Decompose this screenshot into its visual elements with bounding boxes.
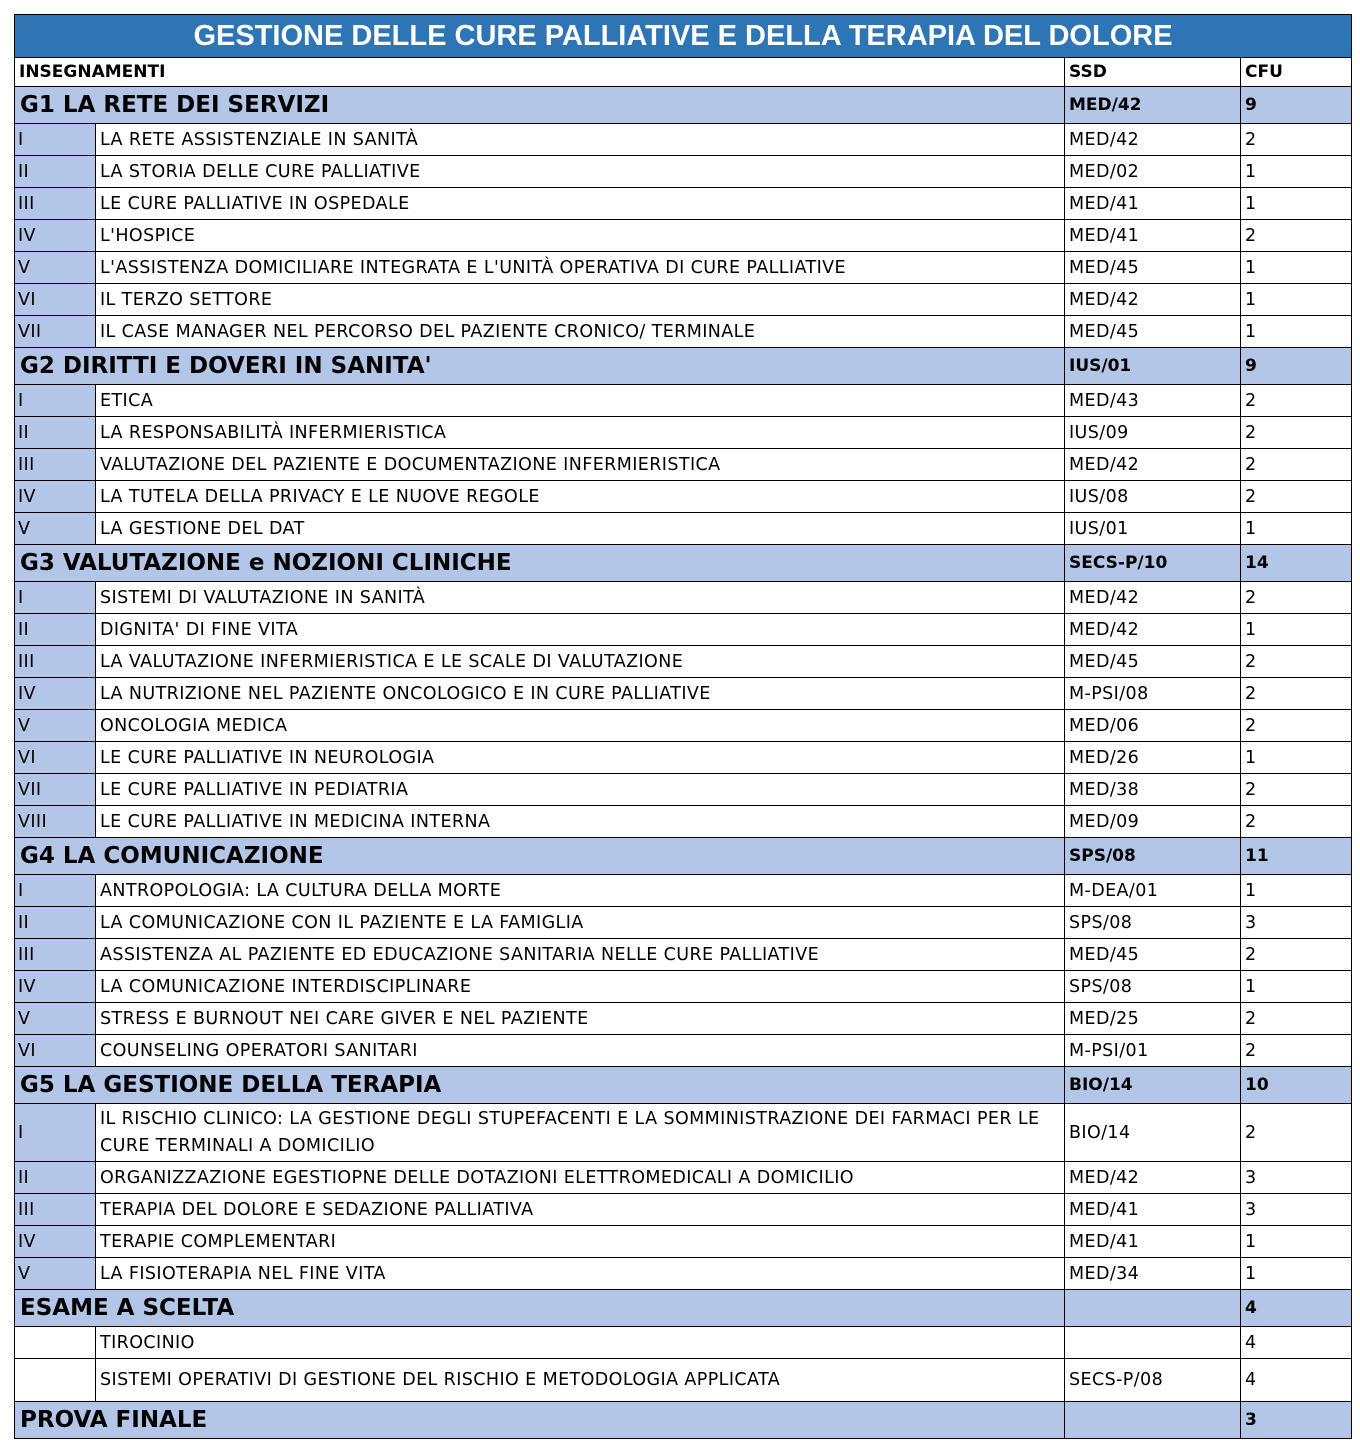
course-cfu: 4 xyxy=(1241,1327,1352,1359)
course-number: I xyxy=(15,582,96,614)
course-ssd: MED/09 xyxy=(1065,806,1241,838)
course-name: LA FISIOTERAPIA NEL FINE VITA xyxy=(96,1258,1065,1290)
table-row xyxy=(15,875,1352,907)
course-name: DIGNITA' DI FINE VITA xyxy=(96,614,1065,646)
course-ssd: MED/45 xyxy=(1065,939,1241,971)
header-insegnamenti: INSEGNAMENTI xyxy=(15,58,1065,87)
table-row xyxy=(15,220,1352,252)
group-title: G3 VALUTAZIONE e NOZIONI CLINICHE xyxy=(15,545,1065,582)
course-number: I xyxy=(15,124,96,156)
group-cfu: 3 xyxy=(1241,1402,1352,1439)
course-ssd: MED/45 xyxy=(1065,252,1241,284)
course-name: TERAPIA DEL DOLORE E SEDAZIONE PALLIATIVA xyxy=(96,1194,1065,1226)
course-cfu: 2 xyxy=(1241,678,1352,710)
table-row xyxy=(15,1104,1352,1162)
course-number: VII xyxy=(15,774,96,806)
course-name: ONCOLOGIA MEDICA xyxy=(96,710,1065,742)
group-title: G1 LA RETE DEI SERVIZI xyxy=(15,87,1065,124)
table-row xyxy=(15,124,1352,156)
course-cfu: 2 xyxy=(1241,1003,1352,1035)
header-ssd: SSD xyxy=(1065,58,1241,87)
course-name: IL RISCHIO CLINICO: LA GESTIONE DEGLI STUPEFACENTI E LA SOMMINISTRAZIONE DEI FARMACI PER LE CURE TERMINALI A DOMICILIO xyxy=(96,1104,1065,1162)
table-row xyxy=(15,156,1352,188)
course-ssd: MED/26 xyxy=(1065,742,1241,774)
course-ssd: SPS/08 xyxy=(1065,907,1241,939)
course-name: LE CURE PALLIATIVE IN PEDIATRIA xyxy=(96,774,1065,806)
course-cfu: 2 xyxy=(1241,1035,1352,1067)
course-ssd: MED/06 xyxy=(1065,710,1241,742)
course-number: III xyxy=(15,188,96,220)
group-row xyxy=(15,348,1352,385)
course-name: ANTROPOLOGIA: LA CULTURA DELLA MORTE xyxy=(96,875,1065,907)
course-number: I xyxy=(15,875,96,907)
group-row xyxy=(15,1067,1352,1104)
course-name: LE CURE PALLIATIVE IN NEUROLOGIA xyxy=(96,742,1065,774)
table-row xyxy=(15,1327,1352,1359)
course-cfu: 1 xyxy=(1241,1226,1352,1258)
course-ssd: MED/42 xyxy=(1065,1162,1241,1194)
course-number: V xyxy=(15,513,96,545)
course-cfu: 1 xyxy=(1241,1258,1352,1290)
course-ssd: MED/34 xyxy=(1065,1258,1241,1290)
course-name: SISTEMI OPERATIVI DI GESTIONE DEL RISCHIO E METODOLOGIA APPLICATA xyxy=(96,1359,1065,1402)
course-name: LA VALUTAZIONE INFERMIERISTICA E LE SCALE DI VALUTAZIONE xyxy=(96,646,1065,678)
course-ssd xyxy=(1065,1327,1241,1359)
course-number: II xyxy=(15,1162,96,1194)
course-cfu: 2 xyxy=(1241,385,1352,417)
course-name: COUNSELING OPERATORI SANITARI xyxy=(96,1035,1065,1067)
course-number: IV xyxy=(15,481,96,513)
course-cfu: 2 xyxy=(1241,124,1352,156)
course-cfu: 2 xyxy=(1241,646,1352,678)
course-number: IV xyxy=(15,971,96,1003)
course-cfu: 1 xyxy=(1241,188,1352,220)
course-name: LE CURE PALLIATIVE IN OSPEDALE xyxy=(96,188,1065,220)
course-cfu: 1 xyxy=(1241,156,1352,188)
course-cfu: 1 xyxy=(1241,252,1352,284)
course-number: I xyxy=(15,385,96,417)
course-ssd: MED/42 xyxy=(1065,582,1241,614)
course-cfu: 1 xyxy=(1241,513,1352,545)
table-row xyxy=(15,582,1352,614)
table-body xyxy=(15,15,1352,1439)
course-cfu: 3 xyxy=(1241,907,1352,939)
group-row xyxy=(15,1290,1352,1327)
group-title: G2 DIRITTI E DOVERI IN SANITA' xyxy=(15,348,1065,385)
course-ssd: IUS/09 xyxy=(1065,417,1241,449)
course-ssd: MED/41 xyxy=(1065,188,1241,220)
course-number: II xyxy=(15,156,96,188)
course-number: VI xyxy=(15,1035,96,1067)
course-cfu: 2 xyxy=(1241,481,1352,513)
table-row xyxy=(15,710,1352,742)
course-ssd: SECS-P/08 xyxy=(1065,1359,1241,1402)
course-number: III xyxy=(15,449,96,481)
course-ssd: MED/41 xyxy=(1065,1194,1241,1226)
title-row xyxy=(15,15,1352,58)
course-name: LA COMUNICAZIONE INTERDISCIPLINARE xyxy=(96,971,1065,1003)
table-row xyxy=(15,1194,1352,1226)
course-ssd: MED/42 xyxy=(1065,284,1241,316)
group-row xyxy=(15,838,1352,875)
course-cfu: 1 xyxy=(1241,742,1352,774)
course-name: L'ASSISTENZA DOMICILIARE INTEGRATA E L'UNITÀ OPERATIVA DI CURE PALLIATIVE xyxy=(96,252,1065,284)
course-name: TIROCINIO xyxy=(96,1327,1065,1359)
table-row xyxy=(15,907,1352,939)
course-ssd: M-PSI/08 xyxy=(1065,678,1241,710)
table-row xyxy=(15,939,1352,971)
group-row xyxy=(15,1402,1352,1439)
course-ssd: M-DEA/01 xyxy=(1065,875,1241,907)
course-name: LA RESPONSABILITÀ INFERMIERISTICA xyxy=(96,417,1065,449)
course-name: ASSISTENZA AL PAZIENTE ED EDUCAZIONE SANITARIA NELLE CURE PALLIATIVE xyxy=(96,939,1065,971)
group-ssd xyxy=(1065,1402,1241,1439)
course-name: STRESS E BURNOUT NEI CARE GIVER E NEL PAZIENTE xyxy=(96,1003,1065,1035)
course-ssd: MED/41 xyxy=(1065,220,1241,252)
group-ssd xyxy=(1065,1290,1241,1327)
course-cfu: 2 xyxy=(1241,806,1352,838)
group-ssd: IUS/01 xyxy=(1065,348,1241,385)
course-cfu: 4 xyxy=(1241,1359,1352,1402)
table-row xyxy=(15,1226,1352,1258)
course-number: II xyxy=(15,907,96,939)
course-number: VI xyxy=(15,284,96,316)
page-title: GESTIONE DELLE CURE PALLIATIVE E DELLA TERAPIA DEL DOLORE xyxy=(15,15,1352,58)
course-number: IV xyxy=(15,1226,96,1258)
course-name: TERAPIE COMPLEMENTARI xyxy=(96,1226,1065,1258)
course-cfu: 3 xyxy=(1241,1162,1352,1194)
course-cfu: 1 xyxy=(1241,614,1352,646)
table-row xyxy=(15,481,1352,513)
course-number: IV xyxy=(15,220,96,252)
group-title: G4 LA COMUNICAZIONE xyxy=(15,838,1065,875)
course-name: IL TERZO SETTORE xyxy=(96,284,1065,316)
table-row xyxy=(15,417,1352,449)
course-ssd: MED/38 xyxy=(1065,774,1241,806)
course-ssd: MED/45 xyxy=(1065,646,1241,678)
header-cfu: CFU xyxy=(1241,58,1352,87)
group-ssd: MED/42 xyxy=(1065,87,1241,124)
course-ssd: MED/42 xyxy=(1065,449,1241,481)
group-cfu: 9 xyxy=(1241,87,1352,124)
table-row xyxy=(15,449,1352,481)
table-row xyxy=(15,284,1352,316)
course-name: ORGANIZZAZIONE EGESTIOPNE DELLE DOTAZIONI ELETTROMEDICALI A DOMICILIO xyxy=(96,1162,1065,1194)
course-number: V xyxy=(15,1003,96,1035)
table-row xyxy=(15,742,1352,774)
course-name: LA RETE ASSISTENZIALE IN SANITÀ xyxy=(96,124,1065,156)
course-number: V xyxy=(15,710,96,742)
course-cfu: 1 xyxy=(1241,971,1352,1003)
course-number: II xyxy=(15,614,96,646)
course-number: IV xyxy=(15,678,96,710)
table-row xyxy=(15,646,1352,678)
table-row xyxy=(15,513,1352,545)
course-ssd: IUS/01 xyxy=(1065,513,1241,545)
course-name: LA NUTRIZIONE NEL PAZIENTE ONCOLOGICO E IN CURE PALLIATIVE xyxy=(96,678,1065,710)
group-ssd: SECS-P/10 xyxy=(1065,545,1241,582)
group-cfu: 14 xyxy=(1241,545,1352,582)
table-row xyxy=(15,1035,1352,1067)
course-ssd: IUS/08 xyxy=(1065,481,1241,513)
course-name: L'HOSPICE xyxy=(96,220,1065,252)
course-name: SISTEMI DI VALUTAZIONE IN SANITÀ xyxy=(96,582,1065,614)
table-row xyxy=(15,1003,1352,1035)
course-ssd: MED/41 xyxy=(1065,1226,1241,1258)
course-name: LA STORIA DELLE CURE PALLIATIVE xyxy=(96,156,1065,188)
course-ssd: BIO/14 xyxy=(1065,1104,1241,1162)
group-ssd: BIO/14 xyxy=(1065,1067,1241,1104)
course-ssd: MED/42 xyxy=(1065,614,1241,646)
group-cfu: 9 xyxy=(1241,348,1352,385)
course-number: I xyxy=(15,1104,96,1162)
course-cfu: 2 xyxy=(1241,449,1352,481)
table-row xyxy=(15,774,1352,806)
course-number: VI xyxy=(15,742,96,774)
course-name: VALUTAZIONE DEL PAZIENTE E DOCUMENTAZIONE INFERMIERISTICA xyxy=(96,449,1065,481)
group-cfu: 4 xyxy=(1241,1290,1352,1327)
course-number: V xyxy=(15,252,96,284)
table-row xyxy=(15,614,1352,646)
table-row xyxy=(15,678,1352,710)
course-number: II xyxy=(15,417,96,449)
course-name: LA TUTELA DELLA PRIVACY E LE NUOVE REGOLE xyxy=(96,481,1065,513)
course-ssd: MED/02 xyxy=(1065,156,1241,188)
course-number xyxy=(15,1327,96,1359)
course-cfu: 2 xyxy=(1241,417,1352,449)
group-ssd: SPS/08 xyxy=(1065,838,1241,875)
group-title: G5 LA GESTIONE DELLA TERAPIA xyxy=(15,1067,1065,1104)
course-name: LA GESTIONE DEL DAT xyxy=(96,513,1065,545)
table-row xyxy=(15,971,1352,1003)
course-number: V xyxy=(15,1258,96,1290)
course-number: III xyxy=(15,1194,96,1226)
curriculum-table xyxy=(14,14,1352,1439)
course-ssd: M-PSI/01 xyxy=(1065,1035,1241,1067)
course-name: LA COMUNICAZIONE CON IL PAZIENTE E LA FAMIGLIA xyxy=(96,907,1065,939)
course-cfu: 1 xyxy=(1241,316,1352,348)
course-number: VIII xyxy=(15,806,96,838)
table-row xyxy=(15,1162,1352,1194)
header-row xyxy=(15,58,1352,87)
course-ssd: MED/45 xyxy=(1065,316,1241,348)
group-cfu: 11 xyxy=(1241,838,1352,875)
course-ssd: MED/42 xyxy=(1065,124,1241,156)
course-ssd: SPS/08 xyxy=(1065,971,1241,1003)
group-row xyxy=(15,545,1352,582)
course-number xyxy=(15,1359,96,1402)
table-row xyxy=(15,1359,1352,1402)
table-row xyxy=(15,385,1352,417)
course-ssd: MED/25 xyxy=(1065,1003,1241,1035)
course-cfu: 2 xyxy=(1241,939,1352,971)
course-cfu: 2 xyxy=(1241,582,1352,614)
course-cfu: 2 xyxy=(1241,710,1352,742)
table-row xyxy=(15,806,1352,838)
group-title: PROVA FINALE xyxy=(15,1402,1065,1439)
course-name: ETICA xyxy=(96,385,1065,417)
course-cfu: 1 xyxy=(1241,875,1352,907)
course-name: IL CASE MANAGER NEL PERCORSO DEL PAZIENTE CRONICO/ TERMINALE xyxy=(96,316,1065,348)
course-name: LE CURE PALLIATIVE IN MEDICINA INTERNA xyxy=(96,806,1065,838)
course-cfu: 3 xyxy=(1241,1194,1352,1226)
table-row xyxy=(15,1258,1352,1290)
course-number: III xyxy=(15,939,96,971)
table-row xyxy=(15,252,1352,284)
group-title: ESAME A SCELTA xyxy=(15,1290,1065,1327)
group-row xyxy=(15,87,1352,124)
course-cfu: 2 xyxy=(1241,220,1352,252)
course-cfu: 1 xyxy=(1241,284,1352,316)
course-cfu: 2 xyxy=(1241,774,1352,806)
course-number: VII xyxy=(15,316,96,348)
table-row xyxy=(15,316,1352,348)
course-ssd: MED/43 xyxy=(1065,385,1241,417)
table-row xyxy=(15,188,1352,220)
group-cfu: 10 xyxy=(1241,1067,1352,1104)
course-number: III xyxy=(15,646,96,678)
course-cfu: 2 xyxy=(1241,1104,1352,1162)
